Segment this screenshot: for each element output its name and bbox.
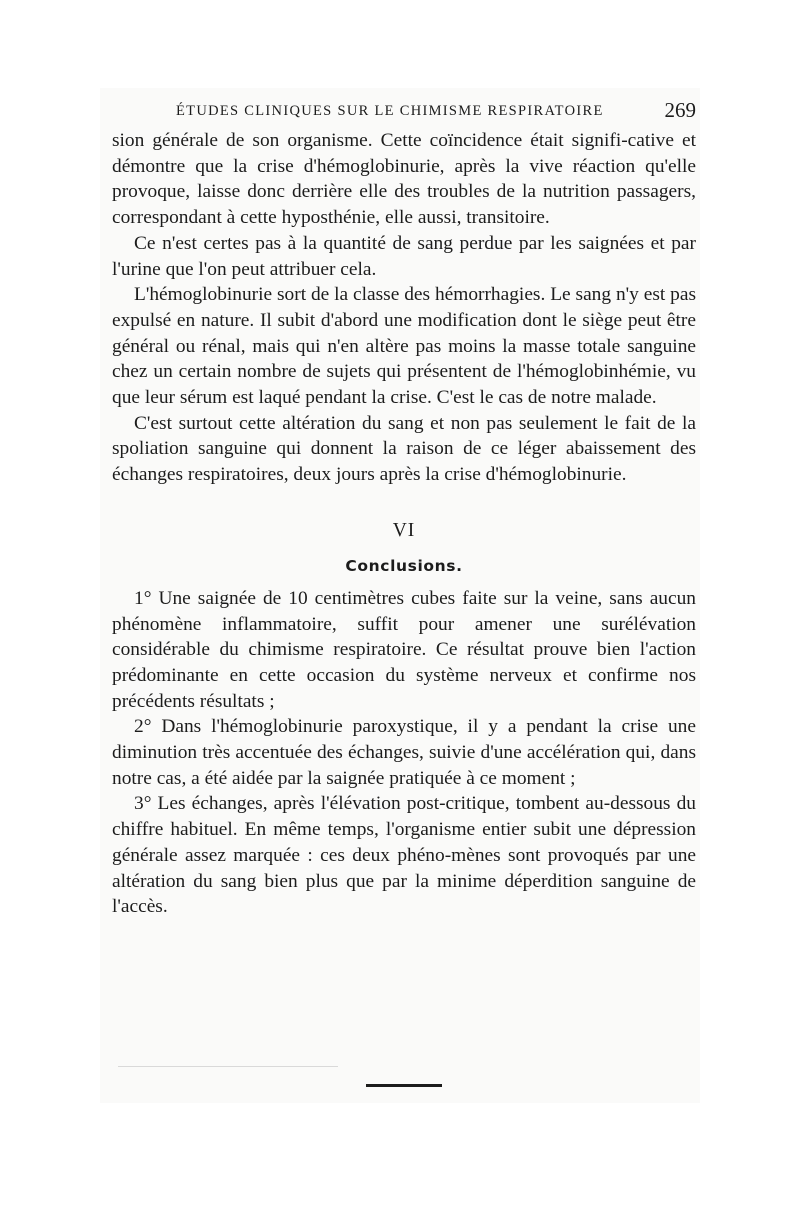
main-text [112,128,696,920]
page-number: 269 [664,98,696,122]
paragraph: Ce n'est certes pas à la quantité de sang perdue par les saignées et par l'urine que l'on peut attribuer cela. [112,232,696,280]
paragraph-continued: sion générale de son organisme. Cette coïncidence était signifi-cative et démontre que la crise d'hémoglobinurie, après la vive réaction qu'elle provoque, laisse donc derrière elle des troubles de la nutrition passagers, correspondant à cette hyposthénie, elle aussi, transitoire. [112,130,696,229]
paragraph: L'hémoglobinurie sort de la classe des hémorrhagies. Le sang n'y est pas expulsé en nature. Il subit d'abord une modification dont le siège peut être général ou rénal, mais qui n'en altère pas moins la masse totale sanguine chez un certain nombre de sujets qui présentent de l'hémoglobinhémie, vu que leur sérum est laqué pendant la crise. C'est le cas de notre malade. [112,284,696,409]
section-title: Conclusions. [345,556,463,575]
conclusion-item: 3° Les échanges, après l'élévation post-critique, tombent au-dessous du chiffre habituel. En même temps, l'organisme entier subit une dépression générale assez marquée : ces deux phéno-mènes sont provoqués par une altération du sang bien plus que par la minime déperdition sanguine de l'accès. [112,793,696,918]
paragraph: C'est surtout cette altération du sang et non pas seulement le fait de la spoliation sanguine qui donnent la raison de ce léger abaissement des échanges respiratoires, deux jours après la crise d'hémoglobinurie. [112,412,696,486]
end-rule [366,1084,442,1087]
running-head [112,98,696,124]
faint-scan-line [118,1066,338,1067]
running-title: ÉTUDES CLINIQUES SUR LE CHIMISME RESPIRATOIRE [176,103,604,119]
conclusion-item: 2° Dans l'hémoglobinurie paroxystique, il y a pendant la crise une diminution très accentuée des échanges, suivie d'une accélération qui, dans notre cas, a été aidée par la saignée pratiquée à ce moment ; [112,716,696,789]
conclusion-item: 1° Une saignée de 10 centimètres cubes faite sur la veine, sans aucun phénomène inflammatoire, suffit pour amener une surélévation considérable du chimisme respiratoire. Ce résultat prouve bien l'action prédominante en cette occasion du système nerveux et confirme nos précédents résultats ; [112,587,696,712]
section-number: VI [392,519,416,541]
